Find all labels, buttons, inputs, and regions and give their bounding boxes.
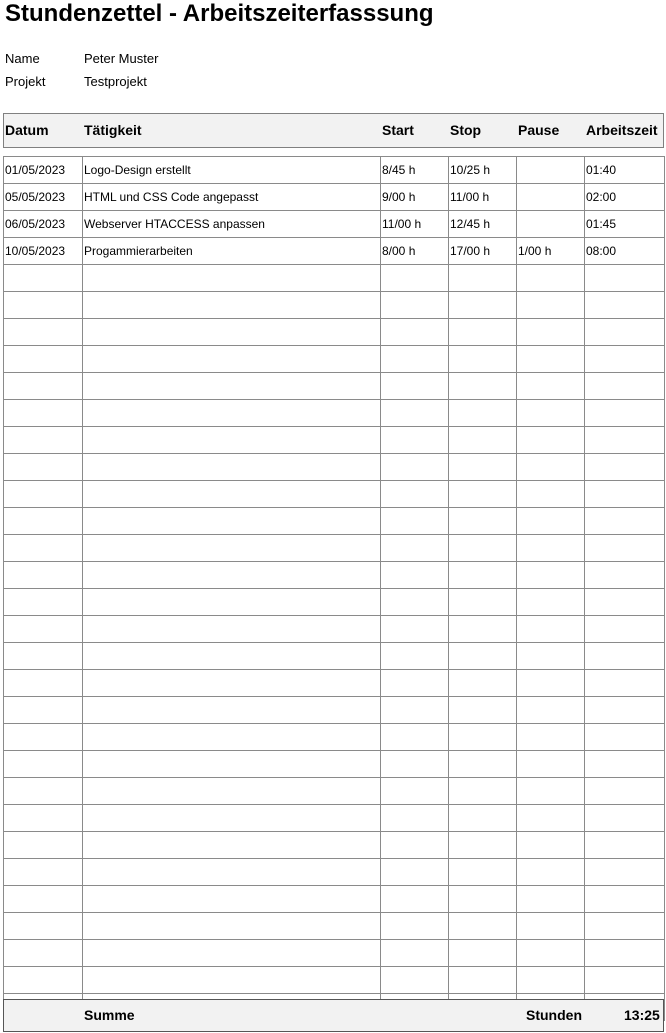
cell-start[interactable]: 9/00 h (381, 184, 449, 211)
cell-arbeitszeit[interactable] (585, 508, 665, 535)
cell-arbeitszeit[interactable] (585, 292, 665, 319)
cell-start[interactable] (381, 967, 449, 994)
cell-start[interactable] (381, 940, 449, 967)
cell-taetigkeit[interactable] (83, 670, 381, 697)
table-row (4, 454, 665, 481)
cell-stop[interactable] (449, 778, 517, 805)
cell-start[interactable] (381, 562, 449, 589)
cell-stop[interactable] (449, 427, 517, 454)
cell-datum[interactable]: 01/05/2023 (4, 157, 83, 184)
cell-arbeitszeit[interactable] (585, 778, 665, 805)
cell-arbeitszeit[interactable] (585, 670, 665, 697)
cell-arbeitszeit[interactable] (585, 967, 665, 994)
cell-pause[interactable] (517, 562, 585, 589)
cell-arbeitszeit[interactable] (585, 400, 665, 427)
cell-start[interactable] (381, 427, 449, 454)
name-value[interactable]: Peter Muster (84, 51, 159, 66)
cell-datum[interactable] (4, 400, 83, 427)
cell-taetigkeit[interactable] (83, 346, 381, 373)
cell-datum[interactable] (4, 697, 83, 724)
cell-arbeitszeit[interactable] (585, 805, 665, 832)
cell-stop[interactable] (449, 643, 517, 670)
table-row (4, 400, 665, 427)
cell-arbeitszeit[interactable] (585, 616, 665, 643)
cell-start[interactable] (381, 805, 449, 832)
cell-datum[interactable] (4, 265, 83, 292)
page-title: Stundenzettel - Arbeitszeiterfasssung (5, 0, 434, 27)
cell-datum[interactable] (4, 643, 83, 670)
cell-stop[interactable] (449, 940, 517, 967)
cell-pause[interactable] (517, 184, 585, 211)
table-row (4, 724, 665, 751)
project-value[interactable]: Testprojekt (84, 74, 147, 89)
cell-pause[interactable] (517, 670, 585, 697)
cell-pause[interactable] (517, 319, 585, 346)
cell-stop[interactable] (449, 508, 517, 535)
table-row (4, 805, 665, 832)
cell-arbeitszeit[interactable]: 01:45 (585, 211, 665, 238)
cell-datum[interactable] (4, 886, 83, 913)
cell-start[interactable]: 8/45 h (381, 157, 449, 184)
cell-stop[interactable] (449, 724, 517, 751)
cell-arbeitszeit[interactable]: 02:00 (585, 184, 665, 211)
cell-datum[interactable] (4, 616, 83, 643)
cell-pause[interactable] (517, 589, 585, 616)
cell-stop[interactable] (449, 535, 517, 562)
cell-pause[interactable]: 1/00 h (517, 238, 585, 265)
cell-pause[interactable] (517, 346, 585, 373)
cell-datum[interactable] (4, 967, 83, 994)
table-row (4, 886, 665, 913)
cell-taetigkeit[interactable] (83, 859, 381, 886)
cell-stop[interactable] (449, 670, 517, 697)
cell-stop[interactable] (449, 481, 517, 508)
cell-pause[interactable] (517, 643, 585, 670)
cell-taetigkeit[interactable] (83, 454, 381, 481)
cell-start[interactable] (381, 346, 449, 373)
cell-stop[interactable] (449, 697, 517, 724)
cell-start[interactable] (381, 292, 449, 319)
table-row (4, 211, 665, 238)
table-row (4, 346, 665, 373)
table-row (4, 508, 665, 535)
cell-start[interactable] (381, 481, 449, 508)
table-row (4, 427, 665, 454)
cell-arbeitszeit[interactable] (585, 832, 665, 859)
cell-start[interactable] (381, 697, 449, 724)
cell-arbeitszeit[interactable] (585, 373, 665, 400)
cell-datum[interactable] (4, 454, 83, 481)
total-hours: 13:25 (624, 1007, 660, 1023)
table-row (4, 670, 665, 697)
header-stop: Stop (450, 122, 482, 138)
cell-taetigkeit[interactable] (83, 508, 381, 535)
cell-stop[interactable]: 12/45 h (449, 211, 517, 238)
table-row (4, 859, 665, 886)
name-label: Name (5, 51, 40, 66)
cell-datum[interactable] (4, 589, 83, 616)
cell-arbeitszeit[interactable] (585, 319, 665, 346)
cell-stop[interactable] (449, 805, 517, 832)
cell-stop[interactable] (449, 886, 517, 913)
cell-datum[interactable] (4, 859, 83, 886)
cell-arbeitszeit[interactable] (585, 724, 665, 751)
cell-datum[interactable] (4, 346, 83, 373)
cell-taetigkeit[interactable] (83, 481, 381, 508)
cell-stop[interactable] (449, 859, 517, 886)
cell-taetigkeit[interactable] (83, 724, 381, 751)
cell-taetigkeit[interactable] (83, 427, 381, 454)
cell-start[interactable] (381, 319, 449, 346)
cell-stop[interactable] (449, 346, 517, 373)
cell-taetigkeit[interactable]: Webserver HTACCESS anpassen (83, 211, 381, 238)
cell-taetigkeit[interactable] (83, 778, 381, 805)
cell-datum[interactable] (4, 778, 83, 805)
table-row (4, 319, 665, 346)
cell-datum[interactable]: 05/05/2023 (4, 184, 83, 211)
cell-start[interactable] (381, 535, 449, 562)
table-header (3, 113, 664, 148)
cell-taetigkeit[interactable]: HTML und CSS Code angepasst (83, 184, 381, 211)
cell-arbeitszeit[interactable] (585, 265, 665, 292)
cell-pause[interactable] (517, 265, 585, 292)
cell-taetigkeit[interactable] (83, 589, 381, 616)
cell-pause[interactable] (517, 400, 585, 427)
cell-datum[interactable] (4, 292, 83, 319)
cell-arbeitszeit[interactable] (585, 346, 665, 373)
cell-pause[interactable] (517, 886, 585, 913)
cell-start[interactable] (381, 265, 449, 292)
cell-pause[interactable] (517, 535, 585, 562)
cell-taetigkeit[interactable] (83, 643, 381, 670)
cell-stop[interactable] (449, 589, 517, 616)
cell-taetigkeit[interactable] (83, 832, 381, 859)
cell-datum[interactable] (4, 670, 83, 697)
cell-taetigkeit[interactable] (83, 805, 381, 832)
cell-datum[interactable]: 06/05/2023 (4, 211, 83, 238)
cell-stop[interactable] (449, 373, 517, 400)
cell-taetigkeit[interactable] (83, 967, 381, 994)
cell-arbeitszeit[interactable] (585, 886, 665, 913)
cell-taetigkeit[interactable] (83, 616, 381, 643)
cell-start[interactable] (381, 616, 449, 643)
header-start: Start (382, 122, 414, 138)
cell-datum[interactable] (4, 535, 83, 562)
cell-arbeitszeit[interactable]: 08:00 (585, 238, 665, 265)
cell-stop[interactable] (449, 751, 517, 778)
cell-arbeitszeit[interactable]: 01:40 (585, 157, 665, 184)
cell-start[interactable] (381, 670, 449, 697)
cell-stop[interactable]: 17/00 h (449, 238, 517, 265)
cell-stop[interactable]: 10/25 h (449, 157, 517, 184)
cell-datum[interactable] (4, 319, 83, 346)
cell-taetigkeit[interactable] (83, 913, 381, 940)
cell-stop[interactable] (449, 832, 517, 859)
cell-datum[interactable] (4, 481, 83, 508)
cell-stop[interactable] (449, 292, 517, 319)
header-taetigkeit: Tätigkeit (84, 122, 142, 138)
cell-datum[interactable] (4, 508, 83, 535)
cell-start[interactable] (381, 751, 449, 778)
cell-stop[interactable]: 11/00 h (449, 184, 517, 211)
table-row (4, 751, 665, 778)
cell-datum[interactable] (4, 751, 83, 778)
cell-datum[interactable] (4, 373, 83, 400)
cell-start[interactable] (381, 724, 449, 751)
timesheet-table (3, 156, 665, 1021)
table-row (4, 967, 665, 994)
cell-start[interactable] (381, 643, 449, 670)
cell-arbeitszeit[interactable] (585, 481, 665, 508)
cell-start[interactable]: 11/00 h (381, 211, 449, 238)
table-row (4, 778, 665, 805)
cell-taetigkeit[interactable] (83, 940, 381, 967)
cell-stop[interactable] (449, 967, 517, 994)
cell-start[interactable] (381, 454, 449, 481)
cell-taetigkeit[interactable] (83, 751, 381, 778)
cell-arbeitszeit[interactable] (585, 751, 665, 778)
cell-taetigkeit[interactable]: Logo-Design erstellt (83, 157, 381, 184)
table-row (4, 616, 665, 643)
header-datum: Datum (5, 122, 49, 138)
table-row (4, 562, 665, 589)
cell-pause[interactable] (517, 913, 585, 940)
table-row (4, 265, 665, 292)
cell-taetigkeit[interactable] (83, 265, 381, 292)
table-row (4, 697, 665, 724)
cell-datum[interactable] (4, 724, 83, 751)
cell-taetigkeit[interactable] (83, 319, 381, 346)
header-pause: Pause (518, 122, 560, 138)
cell-taetigkeit[interactable] (83, 400, 381, 427)
table-row (4, 589, 665, 616)
cell-start[interactable] (381, 589, 449, 616)
cell-pause[interactable] (517, 832, 585, 859)
table-row (4, 940, 665, 967)
cell-taetigkeit[interactable] (83, 373, 381, 400)
cell-pause[interactable] (517, 751, 585, 778)
cell-start[interactable] (381, 778, 449, 805)
table-row (4, 832, 665, 859)
cell-pause[interactable] (517, 859, 585, 886)
cell-start[interactable] (381, 400, 449, 427)
cell-pause[interactable] (517, 454, 585, 481)
cell-start[interactable] (381, 373, 449, 400)
cell-arbeitszeit[interactable] (585, 643, 665, 670)
stunden-label: Stunden (526, 1007, 582, 1023)
cell-datum[interactable] (4, 832, 83, 859)
cell-taetigkeit[interactable] (83, 535, 381, 562)
cell-datum[interactable] (4, 805, 83, 832)
table-row (4, 643, 665, 670)
cell-pause[interactable] (517, 967, 585, 994)
cell-taetigkeit[interactable] (83, 697, 381, 724)
project-label: Projekt (5, 74, 46, 89)
cell-stop[interactable] (449, 319, 517, 346)
table-row (4, 184, 665, 211)
cell-stop[interactable] (449, 616, 517, 643)
summary-bar (3, 999, 664, 1032)
cell-stop[interactable] (449, 400, 517, 427)
cell-pause[interactable] (517, 778, 585, 805)
cell-start[interactable] (381, 832, 449, 859)
cell-taetigkeit[interactable] (83, 562, 381, 589)
cell-pause[interactable] (517, 940, 585, 967)
cell-arbeitszeit[interactable] (585, 859, 665, 886)
table-row (4, 292, 665, 319)
header-arbeitszeit: Arbeitszeit (586, 122, 658, 138)
cell-arbeitszeit[interactable] (585, 535, 665, 562)
cell-taetigkeit[interactable]: Progammierarbeiten (83, 238, 381, 265)
cell-stop[interactable] (449, 454, 517, 481)
cell-arbeitszeit[interactable] (585, 697, 665, 724)
cell-datum[interactable] (4, 940, 83, 967)
cell-start[interactable] (381, 508, 449, 535)
table-row (4, 157, 665, 184)
table-row (4, 913, 665, 940)
cell-arbeitszeit[interactable] (585, 427, 665, 454)
cell-pause[interactable] (517, 427, 585, 454)
cell-datum[interactable] (4, 913, 83, 940)
cell-pause[interactable] (517, 724, 585, 751)
table-row (4, 535, 665, 562)
cell-pause[interactable] (517, 697, 585, 724)
cell-taetigkeit[interactable] (83, 292, 381, 319)
cell-pause[interactable] (517, 616, 585, 643)
cell-start[interactable]: 8/00 h (381, 238, 449, 265)
cell-start[interactable] (381, 913, 449, 940)
cell-datum[interactable]: 10/05/2023 (4, 238, 83, 265)
cell-pause[interactable] (517, 805, 585, 832)
cell-datum[interactable] (4, 427, 83, 454)
cell-stop[interactable] (449, 913, 517, 940)
cell-arbeitszeit[interactable] (585, 940, 665, 967)
cell-stop[interactable] (449, 265, 517, 292)
cell-pause[interactable] (517, 508, 585, 535)
table-row (4, 373, 665, 400)
cell-stop[interactable] (449, 562, 517, 589)
cell-pause[interactable] (517, 373, 585, 400)
cell-datum[interactable] (4, 562, 83, 589)
cell-arbeitszeit[interactable] (585, 913, 665, 940)
cell-arbeitszeit[interactable] (585, 454, 665, 481)
cell-taetigkeit[interactable] (83, 886, 381, 913)
cell-start[interactable] (381, 886, 449, 913)
cell-arbeitszeit[interactable] (585, 589, 665, 616)
cell-pause[interactable] (517, 292, 585, 319)
cell-start[interactable] (381, 859, 449, 886)
summe-label: Summe (84, 1007, 135, 1023)
table-row (4, 238, 665, 265)
table-row (4, 481, 665, 508)
cell-arbeitszeit[interactable] (585, 562, 665, 589)
cell-pause[interactable] (517, 211, 585, 238)
cell-pause[interactable] (517, 157, 585, 184)
cell-pause[interactable] (517, 481, 585, 508)
